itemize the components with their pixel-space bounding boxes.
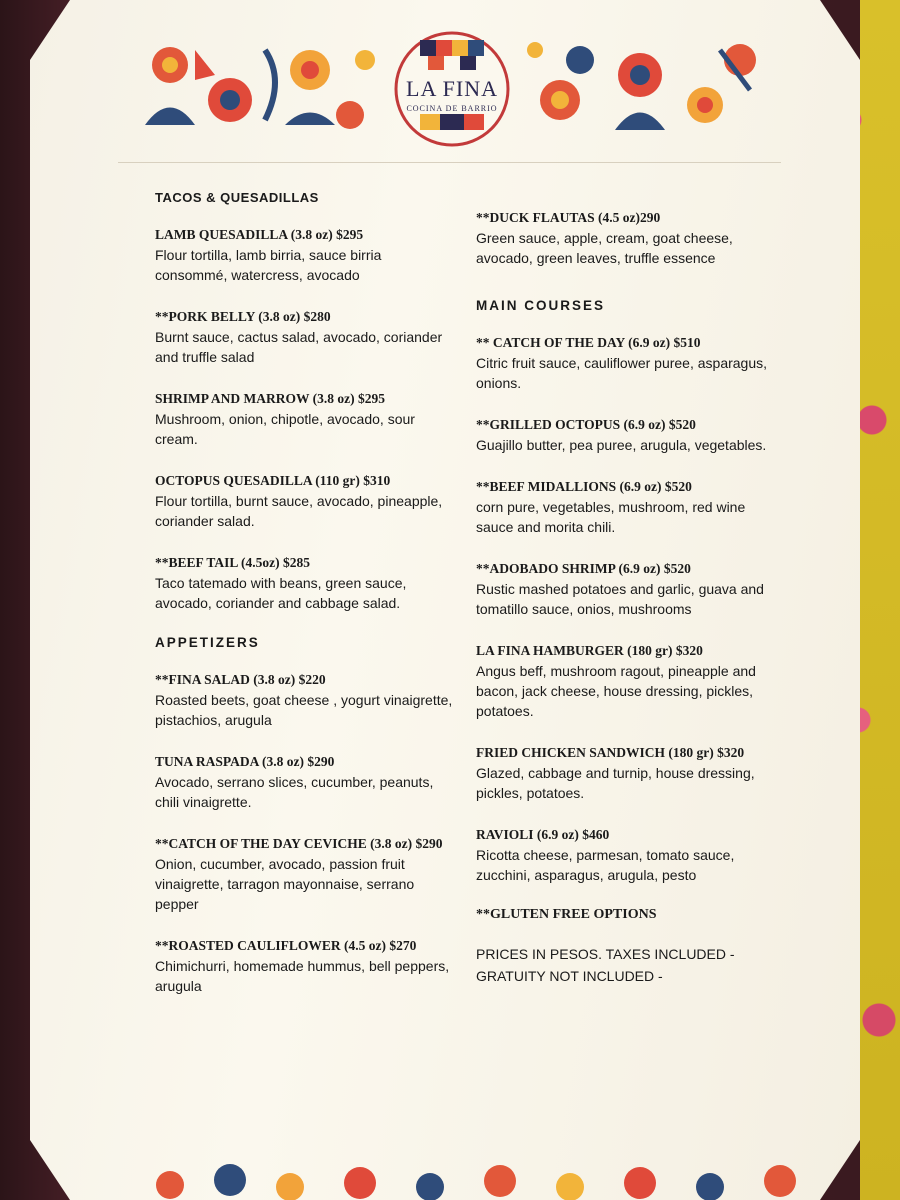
item-title: **ROASTED CAULIFLOWER (4.5 oz) $270 [155, 938, 417, 953]
item-title: **ADOBADO SHRIMP (6.9 oz) $520 [476, 561, 691, 576]
menu-item [476, 333, 786, 393]
left-column [155, 190, 455, 1018]
item-description: Citric fruit sauce, cauliflower puree, asparagus, onions. [476, 355, 768, 391]
gluten-free-note: **GLUTEN FREE OPTIONS [476, 907, 657, 922]
item-description: Mushroom, onion, chipotle, avocado, sour cream. [155, 411, 415, 447]
item-description: Taco tatemado with beans, green sauce, avocado, coriander and cabbage salad. [155, 575, 407, 611]
menu-item [476, 825, 786, 885]
menu-item [155, 225, 455, 285]
item-description: Rustic mashed potatoes and garlic, guava and tomatillo sauce, onios, mushrooms [476, 581, 764, 617]
menu-item [476, 641, 786, 721]
menu-item [155, 670, 455, 730]
item-title: RAVIOLI (6.9 oz) $460 [476, 827, 610, 842]
item-title: TUNA RASPADA (3.8 oz) $290 [155, 754, 335, 769]
item-title: **BEEF TAIL (4.5oz) $285 [155, 555, 311, 570]
item-title: **PORK BELLY (3.8 oz) $280 [155, 309, 331, 324]
item-description: Flour tortilla, burnt sauce, avocado, pineapple, coriander salad. [155, 493, 443, 529]
menu-item [155, 553, 455, 613]
item-title: **GRILLED OCTOPUS (6.9 oz) $520 [476, 417, 696, 432]
item-title: FRIED CHICKEN SANDWICH (180 gr) $320 [476, 745, 745, 760]
menu-item [476, 415, 786, 455]
item-title: **CATCH OF THE DAY CEVICHE (3.8 oz) $290 [155, 836, 443, 851]
floral-banner-left [135, 30, 385, 140]
section-heading: APPETIZERS [155, 635, 260, 650]
section-tacos [155, 190, 455, 613]
item-title: OCTOPUS QUESADILLA (110 gr) $310 [155, 473, 391, 488]
right-column [476, 208, 786, 987]
menu-item [155, 936, 455, 996]
menu-item [155, 834, 455, 914]
item-description: corn pure, vegetables, mushroom, red wine sauce and morita chili. [476, 499, 746, 535]
floral-banner-bottom [140, 1155, 840, 1200]
menu-item [155, 307, 455, 367]
item-title: **BEEF MIDALLIONS (6.9 oz) $520 [476, 479, 692, 494]
item-description: Guajillo butter, pea puree, arugula, vegetables. [476, 437, 767, 453]
item-title: SHRIMP AND MARROW (3.8 oz) $295 [155, 391, 385, 406]
item-title: **FINA SALAD (3.8 oz) $220 [155, 672, 326, 687]
item-title: **DUCK FLAUTAS (4.5 oz)290 [476, 210, 661, 225]
section-heading: MAIN COURSES [476, 298, 606, 313]
section-heading: TACOS & QUESADILLAS [155, 190, 319, 205]
menu-item [476, 208, 786, 268]
item-title: LAMB QUESADILLA (3.8 oz) $295 [155, 227, 364, 242]
item-description: Angus beff, mushroom ragout, pineapple and bacon, jack cheese, house dressing, pickles, potatoes. [476, 663, 756, 719]
menu-item [155, 389, 455, 449]
item-description: Burnt sauce, cactus salad, avocado, coriander and truffle salad [155, 329, 443, 365]
menu-item [476, 477, 786, 537]
menu-item [155, 471, 455, 531]
logo-subtitle: COCINA DE BARRIO [406, 104, 498, 113]
item-description: Avocado, serrano slices, cucumber, peanuts, chili vinaigrette. [155, 774, 434, 810]
item-description: Onion, cucumber, avocado, passion fruit vinaigrette, tarragon mayonnaise, serrano pepper [155, 856, 415, 912]
menu-item [476, 559, 786, 619]
item-description: Flour tortilla, lamb birria, sauce birria consommé, watercress, avocado [155, 247, 382, 283]
item-description: Green sauce, apple, cream, goat cheese, avocado, green leaves, truffle essence [476, 230, 733, 266]
item-title: ** CATCH OF THE DAY (6.9 oz) $510 [476, 335, 701, 350]
item-description: Chimichurri, homemade hummus, bell peppers, arugula [155, 958, 450, 994]
item-description: Ricotta cheese, parmesan, tomato sauce, zucchini, asparagus, arugula, pesto [476, 847, 735, 883]
section-appetizers [155, 635, 455, 996]
item-title: LA FINA HAMBURGER (180 gr) $320 [476, 643, 703, 658]
price-note: PRICES IN PESOS. TAXES INCLUDED - GRATUITY NOT INCLUDED - [476, 946, 735, 984]
logo-name: LA FINA [406, 76, 498, 101]
floral-banner-right [520, 30, 765, 140]
menu-item [476, 743, 786, 803]
menu-item [155, 752, 455, 812]
item-description: Glazed, cabbage and turnip, house dressing, pickles, potatoes. [476, 765, 755, 801]
header-divider [118, 162, 781, 163]
item-description: Roasted beets, goat cheese , yogurt vinaigrette, pistachios, arugula [155, 692, 453, 728]
